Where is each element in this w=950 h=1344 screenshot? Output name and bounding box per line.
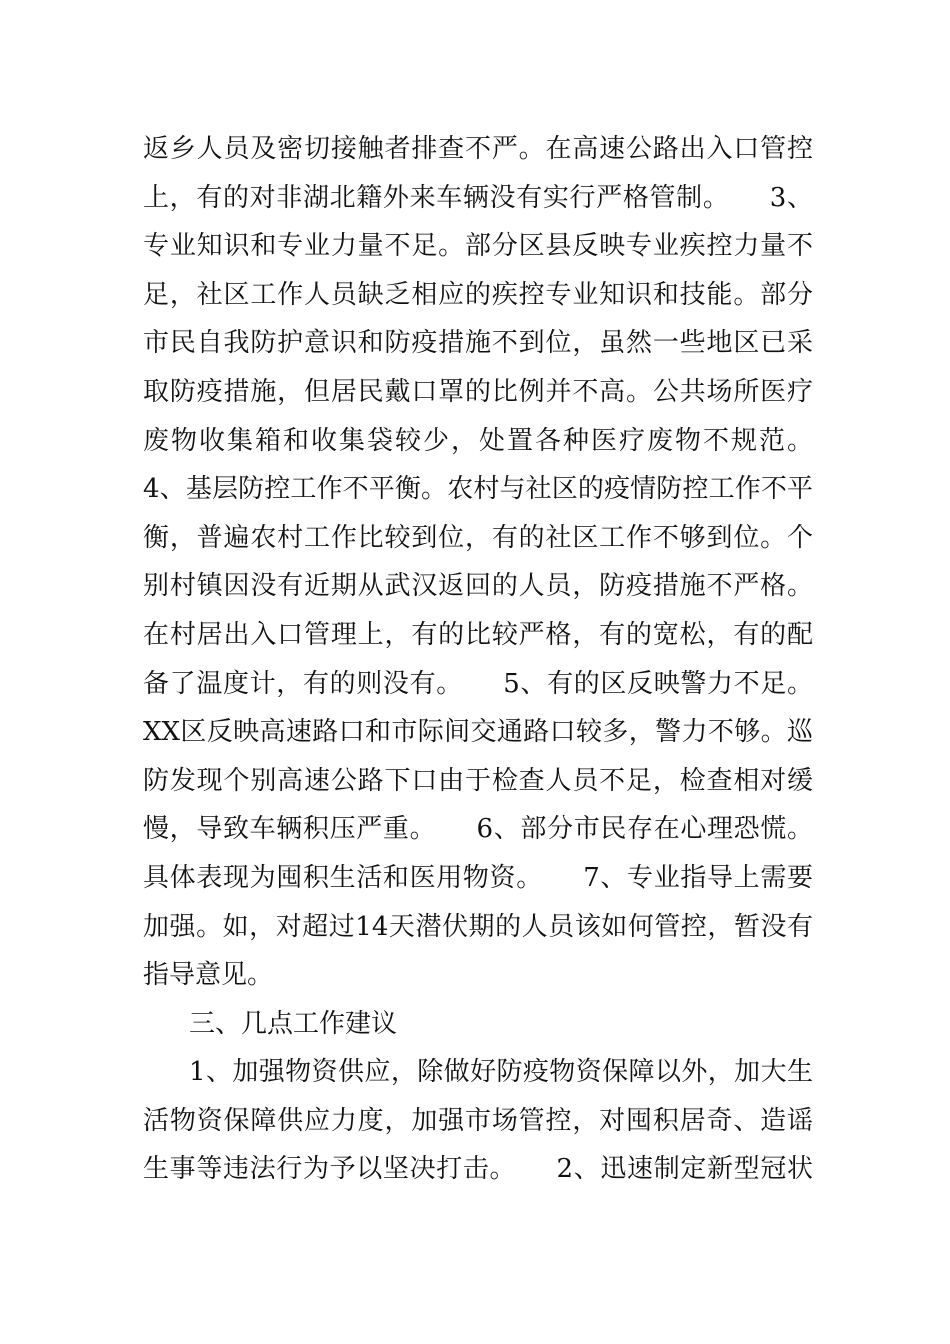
document-body <box>143 125 813 1194</box>
body-line-8: 4、基层防控工作不平衡。农村与社区的疫情防控工作不平 <box>143 474 813 505</box>
body-line-16: 具体表现为囤积生活和医用物资。 7、专业指导上需要 <box>143 862 813 893</box>
body-line-17: 加强。如，对超过14天潜伏期的人员该如何管控，暂没有 <box>143 911 813 942</box>
body-line-1: 返乡人员及密切接触者排查不严。在高速公路出入口管控 <box>143 134 813 164</box>
body-line-10: 别村镇因没有近期从武汉返回的人员，防疫措施不严格。 <box>143 571 813 602</box>
body-line-7: 废物收集箱和收集袋较少，处置各种医疗废物不规范。 <box>143 425 813 456</box>
body-line-14: 防发现个别高速公路下口由于检查人员不足，检查相对缓 <box>143 765 813 796</box>
body-line-6: 取防疫措施，但居民戴口罩的比例并不高。公共场所医疗 <box>143 376 813 407</box>
body-line-9: 衡，普遍农村工作比较到位，有的社区工作不够到位。个 <box>143 522 813 553</box>
para2-line-3: 生事等违法行为予以坚决打击。 2、迅速制定新型冠状 <box>143 1154 813 1185</box>
para2-line-1: 1、加强物资供应，除做好防疫物资保障以外，加大生 <box>189 1057 813 1088</box>
body-line-2: 上，有的对非湖北籍外来车辆没有实行严格管制。 3、 <box>143 182 813 213</box>
body-line-5: 市民自我防护意识和防疫措施不到位，虽然一些地区已采 <box>143 328 813 359</box>
para2-line-2: 活物资保障供应力度，加强市场管控，对囤积居奇、造谣 <box>143 1105 813 1136</box>
body-line-3: 专业知识和专业力量不足。部分区县反映专业疾控力量不 <box>143 231 813 262</box>
section-heading: 三、几点工作建议 <box>189 1008 398 1039</box>
body-line-13: XX区反映高速路口和市际间交通路口较多，警力不够。巡 <box>143 717 813 748</box>
body-line-11: 在村居出入口管理上，有的比较严格，有的宽松，有的配 <box>143 619 813 650</box>
body-line-12: 备了温度计，有的则没有。 5、有的区反映警力不足。 <box>143 668 813 699</box>
body-line-15: 慢，导致车辆积压严重。 6、部分市民存在心理恐慌。 <box>143 814 813 845</box>
body-line-4: 足，社区工作人员缺乏相应的疾控专业知识和技能。部分 <box>143 279 813 310</box>
body-line-18: 指导意见。 <box>143 960 274 991</box>
